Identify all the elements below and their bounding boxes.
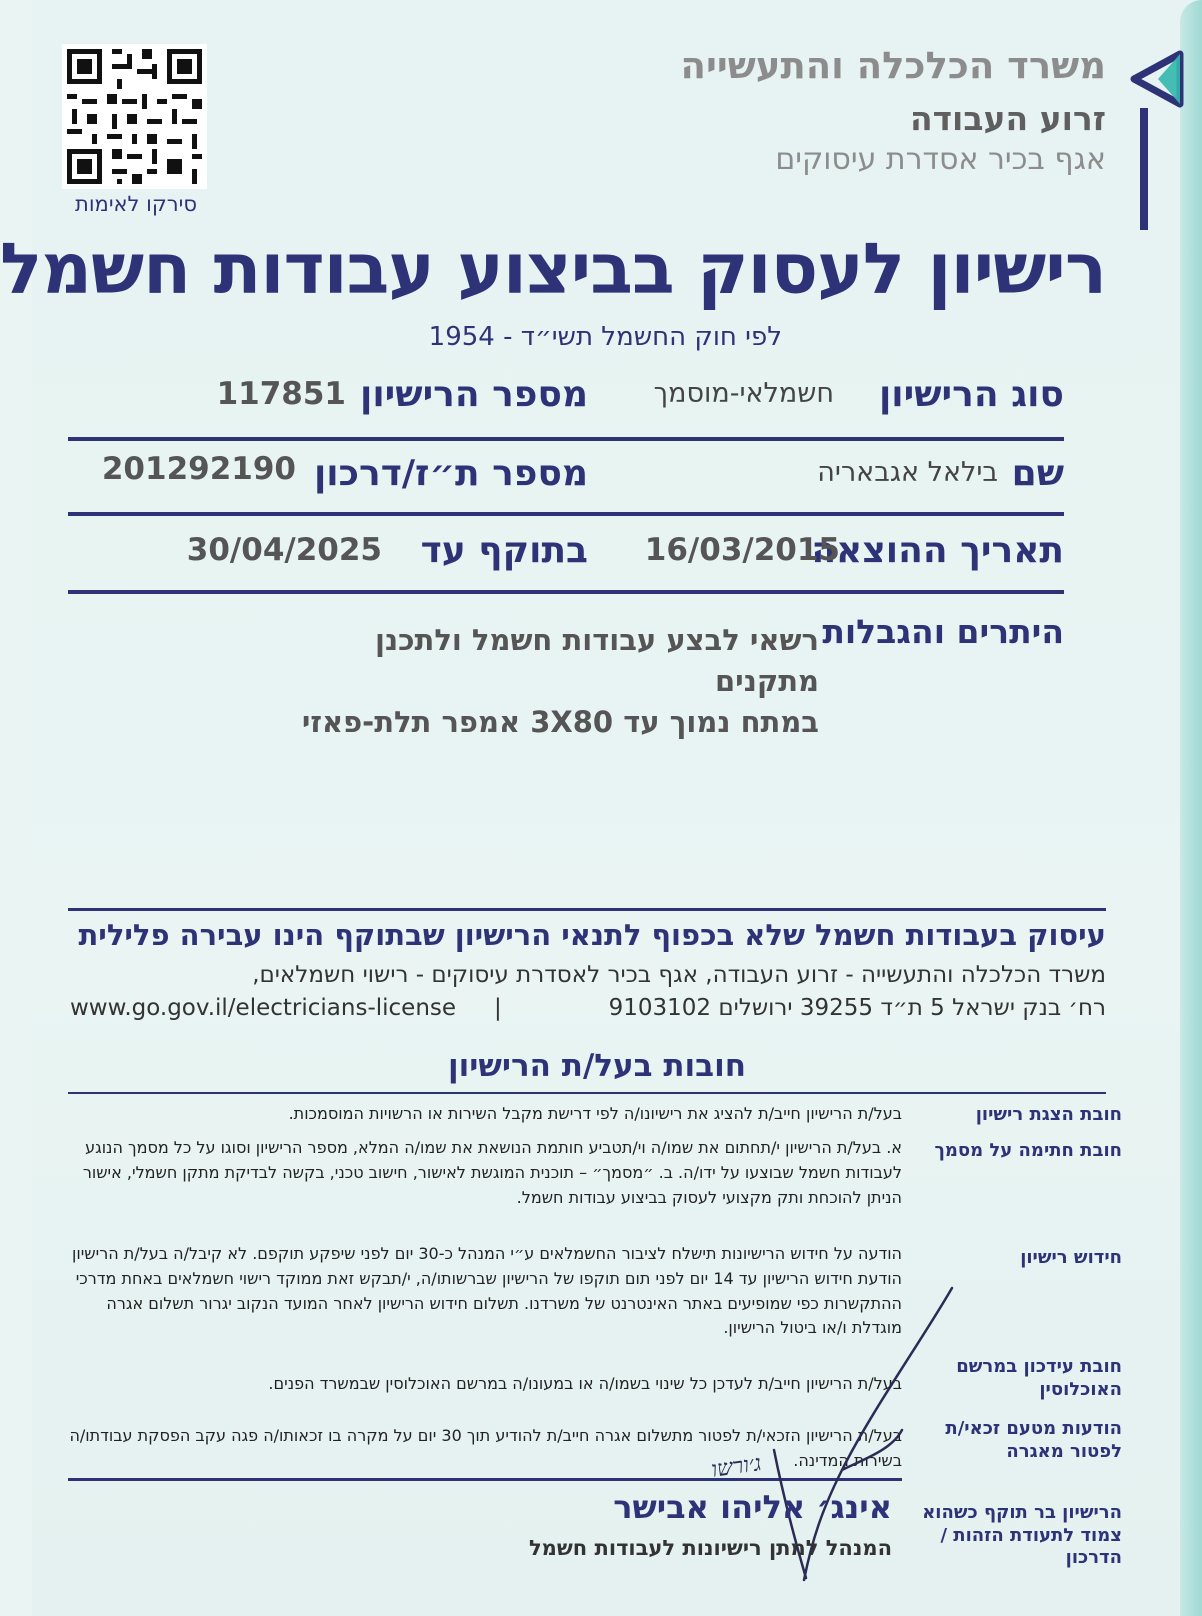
qr-code-icon[interactable] (62, 44, 207, 189)
valid-until-value: 30/04/2025 (186, 532, 382, 568)
department-name: אגף בכיר אסדרת עיסוקים (775, 141, 1106, 177)
duty-label: חובת חתימה על מסמך (934, 1140, 1122, 1161)
ministry-logo-block (546, 46, 1106, 177)
signature-scribble: ג׳ורשו (709, 1451, 763, 1483)
license-number-label: מספר הרישיון (359, 374, 588, 415)
divider (68, 437, 1064, 441)
license-type-label: סוג הרישיון (878, 374, 1064, 415)
duties-title: חובות בעל/ת הרישיון (447, 1048, 747, 1084)
duty-text: בעל/ת הרישיון חייב/ת לעדכן כל שינוי בשמו/ה או במעונו/ה במרשם האוכלוסין שבמשרד הפנים. (268, 1374, 902, 1393)
signer-name: אינג׳ אליהו אבישר (613, 1488, 892, 1526)
arm-name: זרוע העבודה (909, 98, 1106, 138)
license-type-value: חשמלאי-מוסמך (653, 378, 834, 409)
page-title: רישיון לעסוק בביצוע עבודות חשמל (0, 228, 1106, 310)
divider (68, 1092, 1106, 1094)
restrictions-line: במתח נמוך עד 3X80 אמפר תלת-פאזי (301, 705, 819, 740)
divider (68, 512, 1064, 516)
ministry-name: משרד הכלכלה והתעשייה (680, 44, 1106, 87)
issue-date-label: תאריך ההוצאה (811, 530, 1064, 571)
qr-label: סירקו לאימות (75, 192, 197, 216)
contact-line-1: משרד הכלכלה והתעשייה - זרוע העבודה, אגף בכיר לאסדרת עיסוקים - רישוי חשמלאים, (252, 962, 1106, 988)
name-label: שם (1011, 453, 1064, 494)
duty-label: הודעות מטעם זכאי/ת לפטור מאגרה (945, 1418, 1122, 1462)
header-vertical-bar (1140, 108, 1148, 230)
card-edge (1180, 0, 1202, 1616)
issue-date-value: 16/03/2015 (644, 532, 840, 568)
legal-warning: עיסוק בעבודות חשמל שלא בכפוף לתנאי הרישיון שבתוקף הינו עבירה פלילית (78, 918, 1106, 952)
duty-text: הודעה על חידוש הרישיונות תישלח לציבור החשמלאים ע״י המנהל כ-30 יום לפני שיפקע תוקפם. לא קיבל/ה בעל/ת הרישיון הודעת חידוש הרישיון עד 14 יום לפני תום תוקפו של הרישיון שברשותו/ה, י/תבקש זאת ממוקד רישוי חשמלאים באחת מדרכי ההתקשרות כפי שמופיעים באתר האינטרנט של משרדנו. תשלום חידוש הרישיון לאחר המועד הנקוב יגרור תשלום אגרה מוגדלת ו/או ביטול הרישיון. (72, 1244, 902, 1338)
id-value: 201292190 (101, 451, 296, 487)
duty-label: הרישיון בר תוקף כשהוא צמוד לתעודת הזהות / הדרכון (922, 1502, 1122, 1568)
duty-label: חידוש רישיון (1020, 1247, 1122, 1268)
divider (68, 590, 1064, 594)
ministry-triangle-icon (1128, 50, 1186, 108)
id-label: מספר ת״ז/דרכון (313, 453, 588, 494)
signer-role: המנהל למתן רישיונות לעבודות חשמל (528, 1536, 892, 1560)
contact-separator: | (494, 995, 502, 1021)
duty-label: חובת עידכון במרשם האוכלוסין (956, 1356, 1122, 1400)
duty-text: בעל/ת הרישיון חייב/ת להציג את רישיונו/ה לפי דרישת מקבל השירות או הרשויות המוסמכות. (288, 1104, 902, 1123)
name-value: בילאל אגבאריה (817, 457, 998, 488)
restrictions-line: רשאי לבצע עבודות חשמל ולתכנן מתקנים (374, 623, 819, 699)
restrictions-label: היתרים והגבלות (822, 612, 1064, 651)
duty-label: חובת הצגת רישיון (975, 1104, 1122, 1125)
duty-text: בעל/ת הרישיון הזכאי/ת לפטור מתשלום אגרה חייב/ת להודיע תוך 30 יום על מקרה בו זכאותו/ה פגה עקב הפסקת עבודתו/ה בשירות המדינה. (69, 1426, 902, 1470)
website-link[interactable]: www.go.gov.il/electricians-license (70, 995, 457, 1021)
license-row-type (68, 368, 1064, 438)
contact-line-2: רח׳ בנק ישראל 5 ת״ד 39255 ירושלים 9103102 (608, 995, 1106, 1021)
divider (68, 908, 1106, 911)
license-row-dates (68, 524, 1064, 594)
license-number-value: 117851 (216, 376, 346, 412)
valid-until-label: בתוקף עד (420, 530, 588, 571)
duty-text: א. בעל/ת הרישיון י/תחתום את שמו/ה וי/תטביע חותמת הנושאת את שמו/ה המלא, מספר הרישיון וסוגו על כל מסמך הנוגע לעבודות חשמל שבוצעו על ידו/ה. ב. ״מסמך״ – תוכנית המוגשת לאישור, חישוב טכני, בקשה לבדיקת מתקן חשמלי, אישור הניתן להוכחת ותק מקצועי לעסוק בביצוע עבודות חשמל. (82, 1138, 902, 1207)
restrictions-text (279, 620, 819, 744)
page-subtitle: לפי חוק החשמל תשי״ד - 1954 (428, 322, 782, 352)
license-row-name (68, 447, 1064, 517)
